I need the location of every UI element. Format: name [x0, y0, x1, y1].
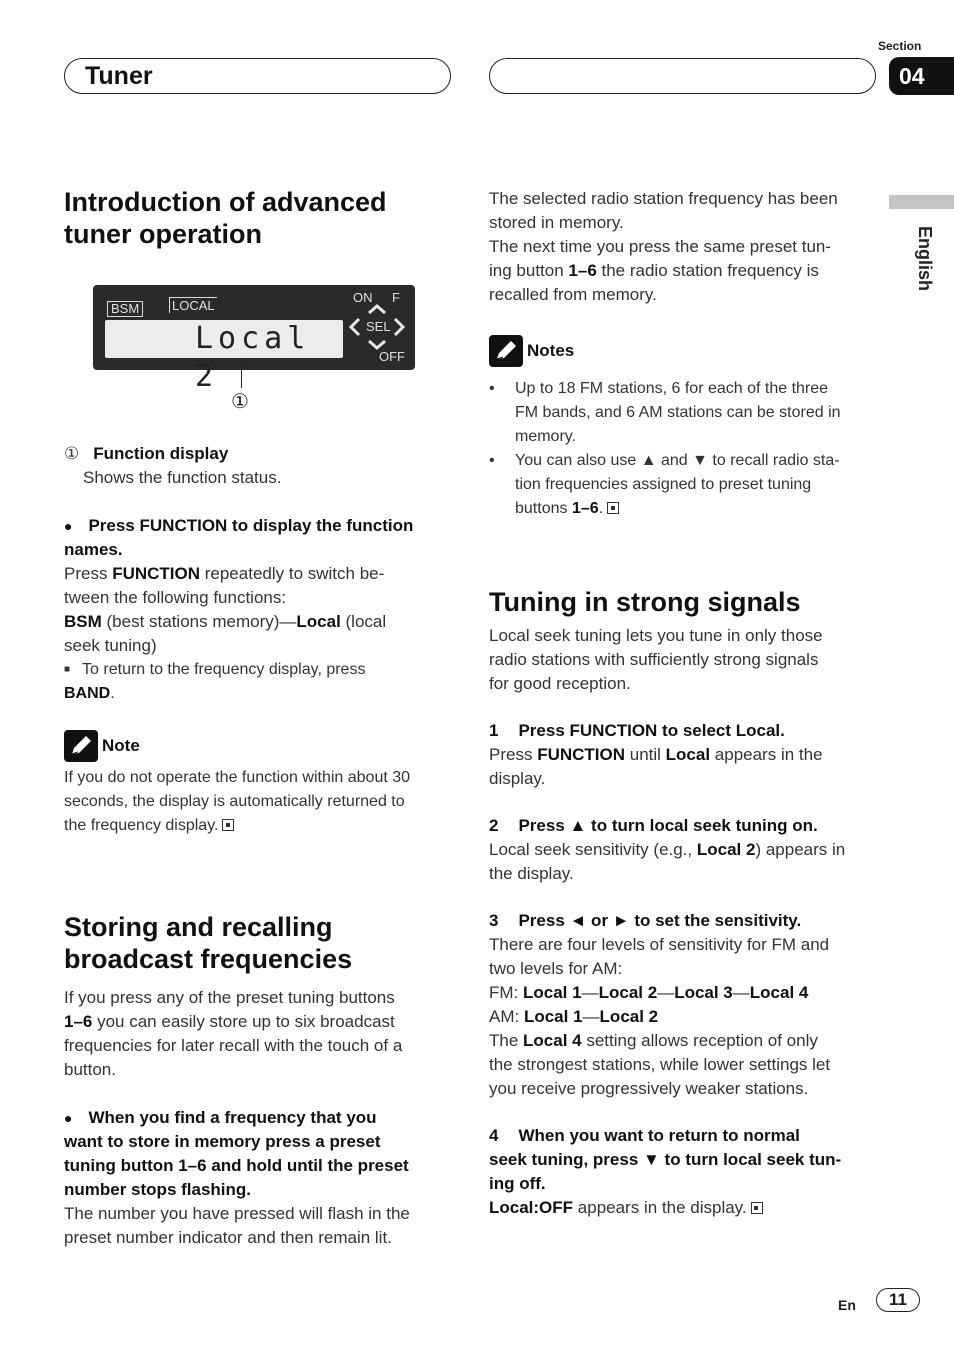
bullet-dot: ● — [64, 1110, 73, 1126]
strong-intro: Local seek tuning lets you tune in only those radio stations with sufficiently strong signals for good reception. — [489, 626, 823, 693]
notes-heading: Notes — [489, 335, 879, 371]
note-item: • Up to 18 FM stations, 6 for each of the three FM bands, and 6 AM stations can be stored in memory. — [489, 380, 841, 445]
lcd-on-label: ON — [353, 290, 373, 305]
strong-signals-title: Tuning in strong signals — [489, 587, 801, 617]
step-3-desc: There are four levels of sensitivity for FM and two levels for AM: FM: Local 1—Local 2—Local 3—Local 4 AM: Local 1—Local 2 The Local 4 setting allows reception of only the strongest stations, while lower settings let you receive progressively weaker stations. — [489, 935, 831, 1098]
storing-section — [64, 911, 454, 1250]
callout-line — [241, 362, 242, 388]
step-1-desc: Press FUNCTION until Local appears in the display. — [489, 745, 823, 788]
intro-body — [64, 442, 454, 838]
intro-section — [64, 186, 454, 250]
lcd-bsm-tag: BSM — [107, 301, 143, 317]
section-label: Section — [878, 39, 922, 53]
page-section-title: Tuner — [85, 62, 153, 90]
return-note: ■ To return to the frequency display, press BAND. — [64, 661, 366, 702]
storing-intro: If you press any of the preset tuning buttons 1–6 you can easily store up to six broadcast frequencies for later recall with the touch of a button. — [64, 988, 403, 1079]
function-step-title: ● Press FUNCTION to display the function names. — [64, 516, 414, 559]
header-blank-pill — [489, 58, 876, 94]
pencil-note-icon — [489, 335, 523, 367]
end-mark-icon — [222, 819, 234, 831]
intro-title: Introduction of advanced tuner operation — [64, 187, 387, 249]
lcd-local-tag: LOCAL — [169, 297, 217, 313]
step-4-title: 4 When you want to return to normal seek tuning, press ▼ to turn local seek tun- ing off. — [489, 1126, 842, 1193]
side-language-label: English — [915, 226, 935, 292]
recall-continuation: The selected radio station frequency has been stored in memory. The next time you press the same preset tun- ing button 1–6 the radio station frequency is recalled from memory. Notes • Up to 18 FM stations, 6 for each of the three FM bands, and 6 AM stations can be stored in memory. • You can also use ▲ and ▼ to recall radio sta- tion frequencies assigned to preset tuning buttons 1–6. — [489, 187, 879, 521]
note-heading: Note — [64, 730, 454, 766]
square-bullet-icon: ■ — [64, 664, 71, 675]
lcd-screen — [105, 320, 343, 394]
step-4-desc: Local:OFF appears in the display. — [489, 1196, 879, 1220]
item-number: ① — [64, 444, 80, 463]
function-step-desc: Press FUNCTION repeatedly to switch be- tween the following functions: — [64, 564, 385, 607]
step-2-title: 2 Press ▲ to turn local seek tuning on. — [489, 816, 818, 835]
storing-step-title: ● When you find a frequency that you want to store in memory press a preset tuning button 1–6 and hold until the preset number stops flashing. — [64, 1108, 409, 1199]
footer-lang: En — [838, 1297, 856, 1313]
side-tab-bar — [889, 195, 954, 209]
callout-number: ① — [231, 391, 249, 413]
section-number-tab: 04 — [889, 57, 954, 95]
storing-title: Storing and recalling broadcast frequencies — [64, 912, 353, 974]
lcd-f-label: F — [392, 290, 400, 305]
header-title-pill — [64, 58, 451, 94]
function-list: BSM (best stations memory)—Local (local seek tuning) — [64, 612, 387, 655]
step-1-title: 1 Press FUNCTION to select Local. — [489, 721, 785, 740]
step-2-desc: Local seek sensitivity (e.g., Local 2) appears in the display. — [489, 840, 846, 883]
note-text: If you do not operate the function within about 30 seconds, the display is automatically returned to the frequency display. — [64, 769, 411, 834]
item-desc: Shows the function status. — [83, 468, 282, 487]
strong-signals-section — [489, 586, 879, 1220]
note-item: • You can also use ▲ and ▼ to recall radio sta- tion frequencies assigned to preset tuning buttons 1–6. — [489, 452, 840, 517]
end-mark-icon — [607, 502, 619, 514]
pencil-note-icon — [64, 730, 98, 762]
page-number: 11 — [876, 1288, 920, 1312]
lcd-sel-label: SEL — [366, 319, 391, 334]
function-display-illustration — [93, 285, 415, 394]
end-mark-icon — [751, 1202, 763, 1214]
step-3-title: 3 Press ◄ or ► to set the sensitivity. — [489, 911, 802, 930]
lcd-main-text: Local 2 — [195, 321, 311, 394]
lcd-off-label: OFF — [379, 349, 405, 364]
bullet-dot: ● — [64, 518, 73, 534]
item-title: Function display — [93, 444, 229, 463]
storing-step-desc: The number you have pressed will flash in the preset number indicator and then remain lit. — [64, 1204, 410, 1247]
